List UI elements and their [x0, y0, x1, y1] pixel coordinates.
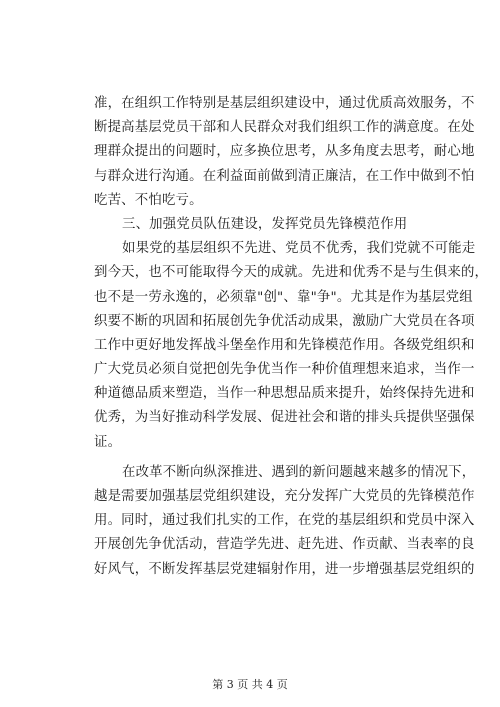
text-line: 广大党员必须自觉把创先争优当作一种价值理想来追求，当作一 — [94, 362, 475, 378]
text-line: 工作中更好地发挥战斗堡垒作用和先锋模范作用。各级党组织和 — [94, 337, 475, 353]
text-line: 到今天，也不可能取得今天的成就。先进和优秀不是与生俱来的， — [94, 265, 489, 281]
text-line: 与群众进行沟通。在利益面前做到清正廉洁，在工作中做到不怕 — [94, 168, 475, 184]
text-line: 用。同时，通过我们扎实的工作，在党的基层组织和党员中深入 — [94, 513, 475, 529]
text-line: 优秀，为当好推动科学发展、促进社会和谐的排头兵提供坚强保 — [94, 410, 475, 426]
text-line: 如果党的基层组织不先进、党员不优秀，我们党就不可能走 — [122, 241, 476, 257]
text-line: 越是需要加强基层党组织建设，充分发挥广大党员的先锋模范作 — [94, 489, 475, 504]
text-line: 在改革不断向纵深推进、遇到的新问题越来越多的情况下， — [122, 464, 476, 480]
text-line: 理群众提出的问题时，应多换位思考，从多角度去思考，耐心地 — [94, 144, 475, 160]
text-line: 断提高基层党员干部和人民群众对我们组织工作的满意度。在处 — [94, 120, 475, 136]
document-body — [94, 92, 489, 582]
text-line: 织要不断的巩固和拓展创先争优活动成果，激励广大党员在各项 — [94, 313, 475, 329]
text-line: 好风气，不断发挥基层党建辐射作用，进一步增强基层党组织的 — [94, 561, 475, 577]
page-number-footer: 第 3 页 共 4 页 — [212, 678, 288, 691]
text-line: 开展创先争优活动，营造学先进、赶先进、作贡献、当表率的良 — [94, 537, 475, 553]
text-line: 证。 — [94, 434, 122, 450]
text-line: 种道德品质来塑造，当作一种思想品质来提升，始终保持先进和 — [94, 386, 475, 402]
section-heading: 三、加强党员队伍建设，发挥党员先锋模范作用 — [122, 216, 408, 232]
text-line: 准，在组织工作特别是基层组织建设中，通过优质高效服务，不 — [94, 96, 475, 111]
text-line: 也不是一劳永逸的，必须靠"创"、靠"争"。尤其是作为基层党组 — [94, 289, 473, 305]
text-line: 吃苦、不怕吃亏。 — [94, 192, 203, 208]
